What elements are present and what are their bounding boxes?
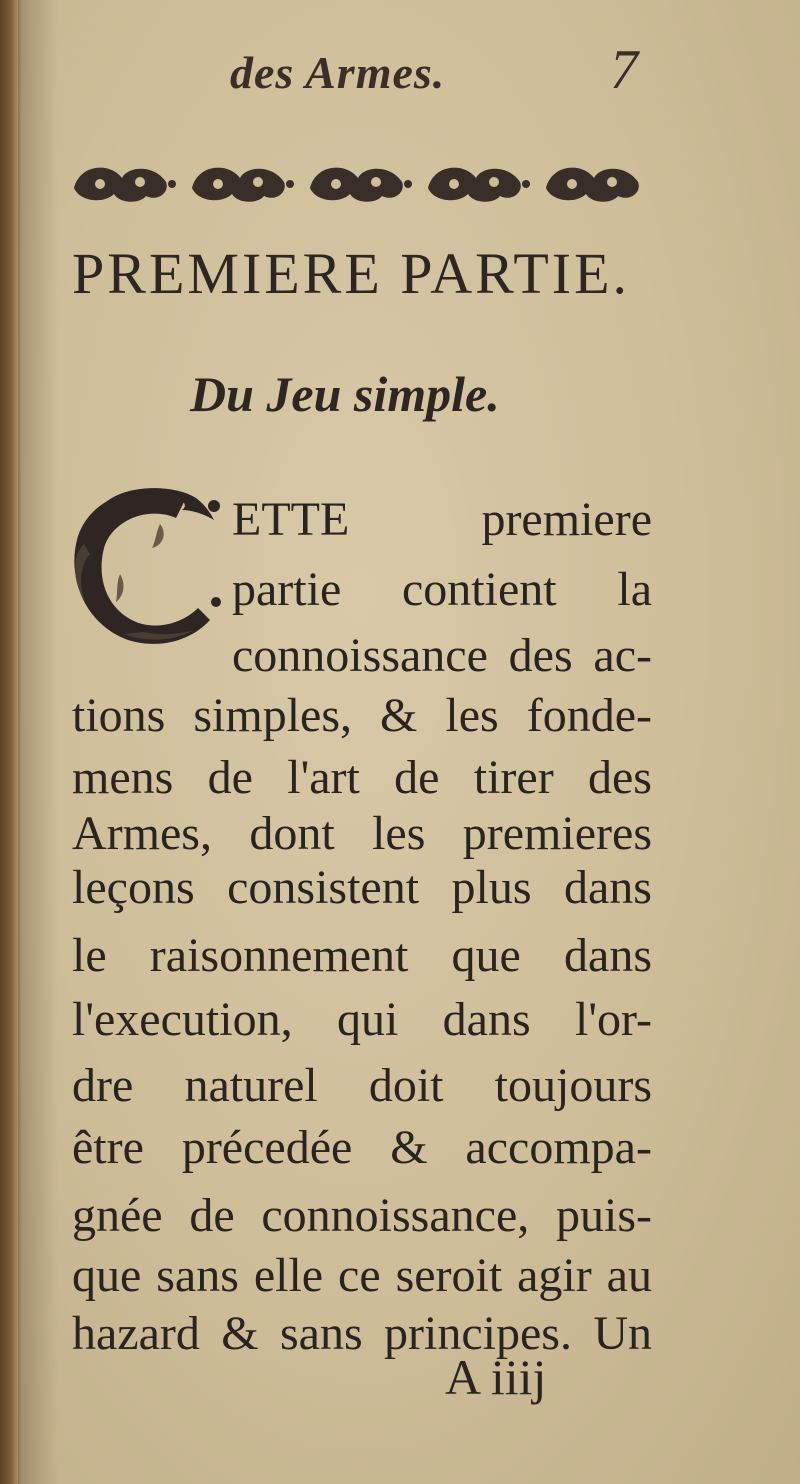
signature-mark: A iiij xyxy=(445,1349,547,1405)
body-line: mens de l'art de tirer des xyxy=(72,751,652,804)
body-line: Armes, dont les premieres xyxy=(72,807,652,860)
headpiece-ornament xyxy=(70,158,660,206)
part-title: PREMIERE PARTIE. xyxy=(72,241,630,306)
page-number: 7 xyxy=(610,39,638,101)
body-line: dre naturel doit toujours xyxy=(72,1059,652,1112)
body-line: le raisonnement que dans xyxy=(72,929,652,982)
section-subtitle: Du Jeu simple. xyxy=(190,366,500,422)
decorated-drop-cap xyxy=(64,484,226,650)
running-head-title: des Armes. xyxy=(230,47,446,98)
body-line: hazard & sans principes. Un xyxy=(72,1307,652,1360)
gutter-shadow xyxy=(18,0,58,1484)
body-line: que sans elle ce seroit agir au xyxy=(72,1249,652,1302)
body-line: ETTE premiere xyxy=(232,493,652,546)
body-line: connoissance des ac- xyxy=(232,629,652,682)
running-head xyxy=(225,38,665,108)
body-line: l'execution, qui dans l'or- xyxy=(72,993,652,1046)
body-line: leçons consistent plus dans xyxy=(72,861,652,914)
body-line: gnée de connoissance, puis- xyxy=(72,1189,652,1242)
body-line: partie contient la xyxy=(232,563,652,616)
body-line: tions simples, & les fonde- xyxy=(72,689,652,742)
body-line: être précedée & accompa- xyxy=(72,1121,652,1174)
